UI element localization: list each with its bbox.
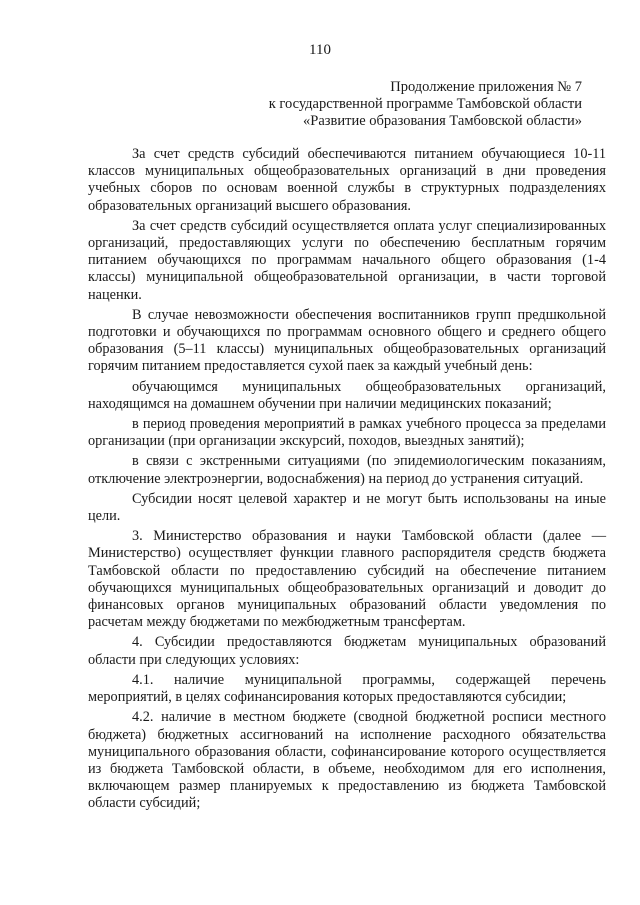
appendix-header-line: «Развитие образования Тамбовской области» (303, 113, 582, 129)
paragraph: в период проведения мероприятий в рамках учебного процесса за пределами организации (при организации экскурсий, походов, выездных занятий); (88, 416, 606, 450)
paragraph: В случае невозможности обеспечения воспитанников групп предшкольной подготовки и обучающихся по программам основного общего и среднего общего образования (5–11 классы) муниципальных общеобразовательных организаций горячим питанием предоставляется сухой паек за каждый учебный день: (88, 306, 606, 375)
paragraph: Субсидии носят целевой характер и не могут быть использованы на иные цели. (88, 490, 606, 525)
appendix-header-line: к государственной программе Тамбовской области (268, 96, 582, 112)
paragraph: 4.1. наличие муниципальной программы, содержащей перечень мероприятий, в целях софинансирования которых предоставляются субсидии; (88, 671, 606, 706)
paragraph: За счет средств субсидий обеспечиваются питанием обучающиеся 10-11 классов муниципальных общеобразовательных организаций в дни проведения учебных сборов по основам военной службы в структурных подразделениях образовательных организаций высшего образования. (88, 146, 606, 214)
paragraph: За счет средств субсидий осуществляется оплата услуг специализированных организаций, предоставляющих услуги по обеспечению бесплатным горячим питанием обучающихся по программам начального общего образования (1-4 классы) муниципальной общеобразовательной организации, в части торговой наценки. (88, 217, 606, 303)
document-body (88, 146, 606, 813)
paragraph: 3. Министерство образования и науки Тамбовской области (далее — Министерство) осуществляет функции главного распорядителя средств бюджета Тамбовской области по предоставлению субсидий на обеспечение питанием обучающихся муниципальных общеобразовательных организаций и доводит до финансовых органов муниципальных образований области уведомления по расчетам между бюджетами по межбюджетным трансфертам. (88, 528, 606, 631)
page-number: 110 (309, 42, 331, 58)
paragraph: 4. Субсидии предоставляются бюджетам муниципальных образований области при следующих условиях: (88, 634, 606, 668)
appendix-header-line: Продолжение приложения № 7 (390, 79, 582, 95)
paragraph: в связи с экстренными ситуациями (по эпидемиологическим показаниям, отключение электроэнергии, водоснабжения) на период до устранения ситуаций. (88, 453, 606, 487)
appendix-header (182, 79, 582, 130)
paragraph: обучающимся муниципальных общеобразовательных организаций, находящимся на домашнем обучении при наличии медицинских показаний; (88, 378, 606, 412)
paragraph: 4.2. наличие в местном бюджете (сводной бюджетной росписи местного бюджета) бюджетных ассигнований на исполнение расходного обязательства муниципального образования области, софинансирование которого осуществляется из бюджета Тамбовской области, в объеме, необходимом для его исполнения, включающем размер планируемых к предоставлению из бюджета Тамбовской области субсидий; (88, 709, 606, 812)
